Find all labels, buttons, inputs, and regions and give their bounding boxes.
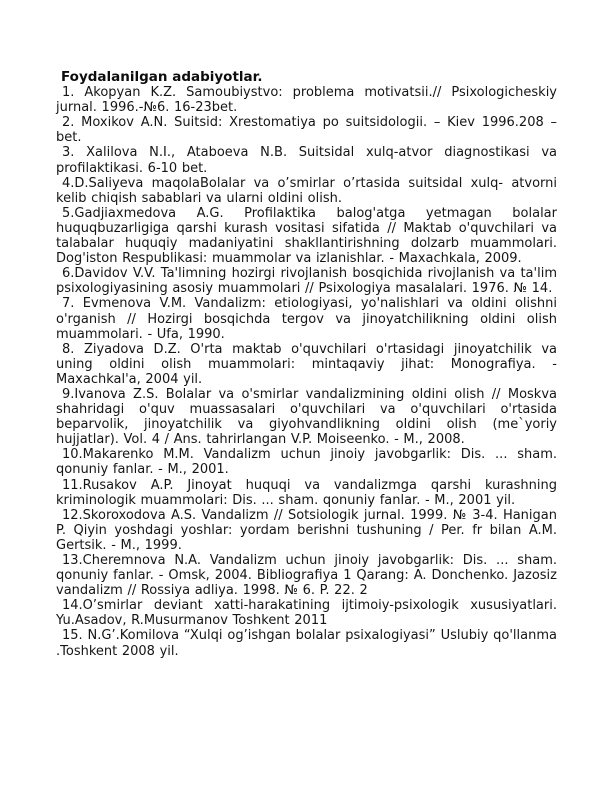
reference-item-8: 8. Ziyadova D.Z. O'rta maktab o'quvchilari o'rtasidagi jinoyatchilik va uning oldini olish muammolari: mintaqaviy jihat: Monografiya. - Maxachkal'a, 2004 yil. bbox=[56, 341, 557, 387]
reference-item-9: 9.Ivanova Z.S. Bolalar va o'smirlar vandalizmining oldini olish // Moskva shahridagi o'quv muassasalari o'quvchilari va o'quvchilari o'rtasida beparvolik, jinoyatchilik va giyohvandlikning oldini olish (me`yoriy hujjatlar). Vol. 4 / Ans. tahrirlangan V.P. Moiseenko. - M., 2008. bbox=[56, 386, 557, 448]
reference-item-10: 10.Makarenko M.M. Vandalizm uchun jinoiy javobgarlik: Dis. ... sham. qonuniy fanlar. - M., 2001. bbox=[56, 447, 557, 478]
reference-item-1: 1. Akopyan K.Z. Samoubiystvo: problema motivatsii.// Psixologicheskiy jurnal. 1996.-№6. 16-23bet. bbox=[56, 85, 557, 116]
reference-item-13: 13.Cheremnova N.A. Vandalizm uchun jinoiy javobgarlik: Dis. ... sham. qonuniy fanlar. - Omsk, 2004. Bibliografiya 1 Qarang: A. Donchenko. Jazosiz vandalizm // Rossiya adliya. 1998. № 6. P. 22. 2 bbox=[56, 553, 557, 599]
reference-item-4: 4.D.Saliyeva maqolaBolalar va o’smirlar o’rtasida suitsidal xulq- atvorni kelib chiqish sabablari va ularni oldini olish. bbox=[56, 175, 557, 206]
reference-item-3: 3. Xalilova N.I., Ataboeva N.B. Suitsidal xulq-atvor diagnostikasi va profilaktikasi. 6-10 bet. bbox=[56, 145, 557, 176]
bibliography-heading: Foydalanilgan adabiyotlar. bbox=[61, 69, 263, 85]
reference-item-7: 7. Evmenova V.M. Vandalizm: etiologiyasi, yo'nalishlari va oldini olishni o'rganish // Hozirgi bosqichda tergov va jinoyatchilikning oldini olish muammolari. - Ufa, 1990. bbox=[56, 296, 557, 342]
reference-item-14: 14.O’smirlar deviant xatti-harakatining ijtimoiy-psixologik xususiyatlari. Yu.Asadov, R.Musurmanov Toshkent 2011 bbox=[56, 598, 557, 629]
reference-item-11: 11.Rusakov A.P. Jinoyat huquqi va vandalizmga qarshi kurashning kriminologik muammolari: Dis. ... sham. qonuniy fanlar. - M., 2001 yil. bbox=[56, 477, 557, 508]
reference-list bbox=[56, 85, 557, 659]
reference-item-5: 5.Gadjiaxmedova A.G. Profilaktika balog'atga yetmagan bolalar huquqbuzarligiga qarshi kurash vositasi sifatida // Maktab o'quvchilari va talabalar huquqiy madaniyatini shakllantirishning dolzarb muammolari. Dog'iston Respublikasi: muammolar va izlanishlar. - Maxachkala, 2009. bbox=[56, 205, 557, 267]
reference-item-12: 12.Skoroxodova A.S. Vandalizm // Sotsiologik jurnal. 1999. № 3-4. Hanigan P. Qiyin yoshdagi yoshlar: yordam berishni tushuning / Per. fr bilan A.M. Gertsik. - M., 1999. bbox=[56, 507, 557, 553]
reference-item-2: 2. Moxikov A.N. Suitsid: Xrestomatiya po suitsidologii. – Kiev 1996.208 –bet. bbox=[56, 115, 557, 146]
reference-item-15: 15. N.G’.Komilova “Xulqi og’ishgan bolalar psixalogiyasi” Uslubiy qo'llanma .Toshkent 2008 yil. bbox=[56, 628, 557, 659]
reference-item-6: 6.Davidov V.V. Ta'limning hozirgi rivojlanish bosqichida rivojlanish va ta'lim psixologiyasining asosiy muammolari // Psixologiya masalalari. 1976. № 14. bbox=[56, 266, 557, 297]
